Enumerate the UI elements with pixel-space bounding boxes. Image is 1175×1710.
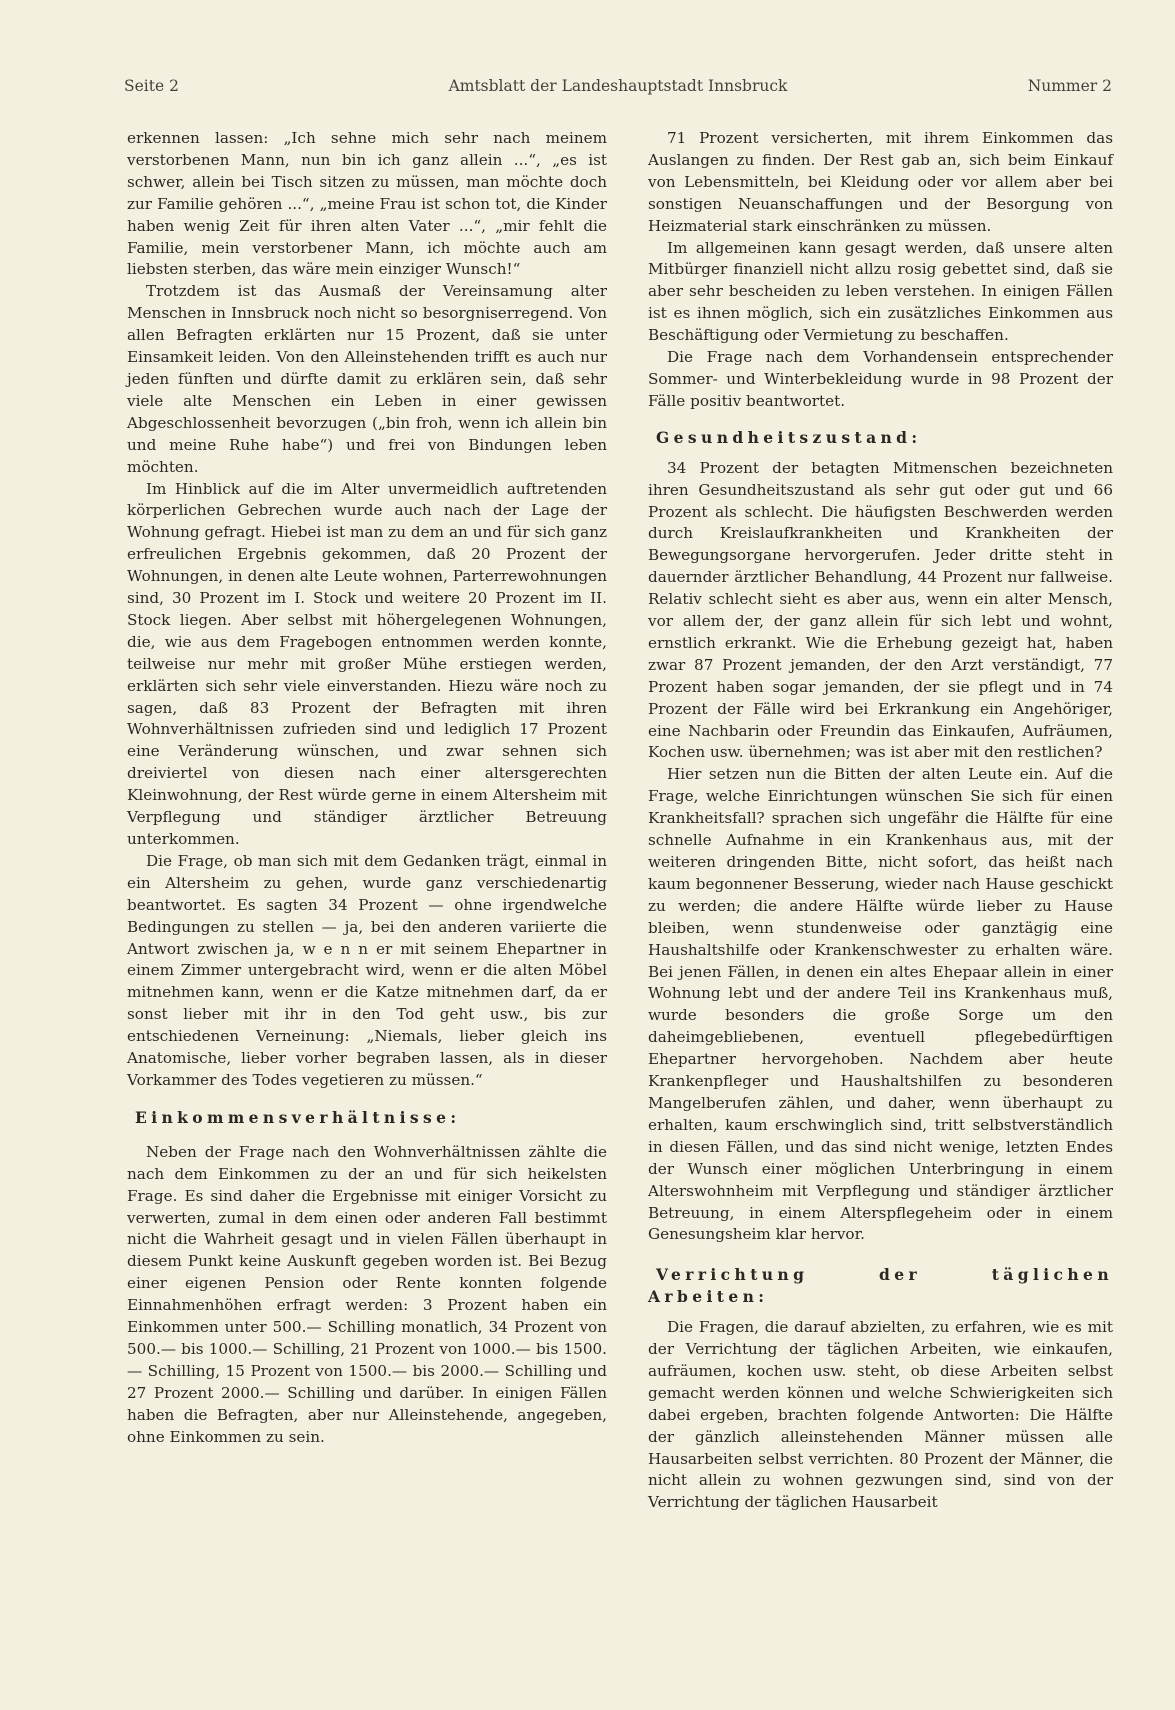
paragraph: Trotzdem ist das Ausmaß der Vereinsamung alter Menschen in Innsbruck noch nicht so besorgniserregend. Von allen Befragten erklärten nur 15 Prozent, daß sie unter Einsamkeit leiden. Von den Alleinstehenden trifft es auch nur jeden fünften und dürfte damit zu erklären sein, daß sehr viele alte Menschen ein Leben in einer gewissen Abgeschlossenheit bevorzugen („bin froh, wenn ich allein bin und meine Ruhe habe“) und frei von Bindungen leben möchten. <box>127 282 607 476</box>
paragraph: Die Fragen, die darauf abzielten, zu erfahren, wie es mit der Verrichtung der täglichen Arbeiten, wie einkaufen, aufräumen, kochen usw. steht, ob diese Arbeiten selbst gemacht werden können und welche Schwierigkeiten sich dabei ergeben, brachten folgende Antworten: Die Hälfte der gänzlich alleinstehenden Männer müssen alle Hausarbeiten selbst verrichten. 80 Prozent der Männer, die nicht allein zu wohnen gezwungen sind, sind von der Verrichtung der täglichen Hausarbeit <box>648 1318 1113 1512</box>
paragraph: Im Hinblick auf die im Alter unvermeidlich auftretenden körperlichen Gebrechen wurde auch nach der Lage der Wohnung gefragt. Hiebei ist man zu dem an und für sich ganz erfreulichen Ergebnis gekommen, daß 20 Prozent der Wohnungen, in denen alte Leute wohnen, Parterrewohnungen sind, 30 Prozent im I. Stock und weitere 20 Prozent im II. Stock liegen. Aber selbst mit höhergelegenen Wohnungen, die, wie aus dem Fragebogen entnommen werden konnte, teilweise nur mehr mit großer Mühe erstiegen werden, erklärten sich sehr viele einverstanden. Hiezu wäre noch zu sagen, daß 83 Prozent der Befragten mit ihren Wohnverhältnissen zufrieden sind und lediglich 17 Prozent eine Veränderung wünschen, und zwar sehnen sich dreiviertel von diesen nach einer altersgerechten Kleinwohnung, der Rest würde gerne in einem Altersheim mit Verpflegung und ständiger ärztlicher Betreuung unterkommen. <box>127 479 607 848</box>
paragraph: Neben der Frage nach den Wohnverhältnissen zählte die nach dem Einkommen zu der an und für sich heikelsten Frage. Es sind daher die Ergebnisse mit einiger Vorsicht zu verwerten, zumal in dem einen oder anderen Fall bestimmt nicht die Wahrheit gesagt und in vielen Fällen überhaupt in diesem Punkt keine Auskunft gegeben worden ist. Bei Bezug einer eigenen Pension oder Rente konnten folgende Einnahmenhöhen erfragt werden: 3 Prozent haben ein Einkommen unter 500.— Schilling monatlich, 34 Prozent von 500.— bis 1000.— Schilling, 21 Prozent von 1000.— bis 1500.— Schilling, 15 Prozent von 1500.— bis 2000.— Schilling und 27 Prozent 2000.— Schilling und darüber. In einigen Fällen haben die Befragten, aber nur Alleinstehende, angegeben, ohne Einkommen zu sein. <box>127 1142 607 1446</box>
paragraph: Die Frage, ob man sich mit dem Gedanken trägt, einmal in ein Altersheim zu gehen, wurde ganz verschiedenartig beantwortet. Es sagten 34 Prozent — ohne irgendwelche Bedingungen zu stellen — ja, bei den anderen variierte die Antwort zwischen ja, w e n n er mit seinem Ehepartner in einem Zimmer untergebracht wird, wenn er die alten Möbel mitnehmen kann, wenn er die Katze mitnehmen darf, da er sonst lieber mit ihr in den Tod geht usw., bis zur entschiedenen Verneinung: „Niemals, lieber gleich ins Anatomische, lieber vorher begraben lassen, als in dieser Vorkammer des Todes vegetieren zu müssen.“ <box>127 851 607 1089</box>
issue-number: Nummer 2 <box>1027 77 1112 95</box>
publication-title: Amtsblatt der Landeshauptstadt Innsbruck <box>448 77 788 95</box>
left-column <box>127 128 607 1448</box>
paragraph: Die Frage nach dem Vorhandensein entsprechender Sommer- und Winterbekleidung wurde in 98 Prozent der Fälle positiv beantwortet. <box>648 348 1113 410</box>
section-heading-health: Gesundheitszustand: <box>656 427 922 447</box>
paragraph: Im allgemeinen kann gesagt werden, daß unsere alten Mitbürger finanziell nicht allzu rosig gebettet sind, daß sie aber sehr bescheiden zu leben verstehen. In einigen Fällen ist es ihnen möglich, sich ein zusätzliches Einkommen aus Beschäftigung oder Vermietung zu beschaffen. <box>648 238 1113 345</box>
page-header <box>124 77 1112 101</box>
page-number: Seite 2 <box>124 77 179 95</box>
paragraph: 71 Prozent versicherten, mit ihrem Einkommen das Auslangen zu finden. Der Rest gab an, sich beim Einkauf von Lebensmitteln, bei Kleidung oder vor allem aber bei sonstigen Neuanschaffungen und der Besorgung von Heizmaterial stark einschränken zu müssen. <box>648 129 1113 235</box>
paragraph: 34 Prozent der betagten Mitmenschen bezeichneten ihren Gesundheitszustand als sehr gut oder gut und 66 Prozent als schlecht. Die häufigsten Beschwerden werden durch Kreislaufkrankheiten und Krankheiten der Bewegungsorgane hervorgerufen. Jeder dritte steht in dauernder ärztlicher Behandlung, 44 Prozent nur fallweise. Relativ schlecht sieht es aber aus, wenn ein alter Mensch, vor allem der, der ganz allein für sich lebt und wohnt, ernstlich erkrankt. Wie die Erhebung gezeigt hat, haben zwar 87 Prozent jemanden, der den Arzt verständigt, 77 Prozent haben sogar jemanden, der sie pflegt und in 74 Prozent der Fälle wird bei Erkrankung ein Angehöriger, eine Nachbarin oder Freundin das Einkaufen, Aufräumen, Kochen usw. übernehmen; was ist aber mit den restlichen? <box>648 458 1113 762</box>
section-heading-daily-work: Verrichtung der täglichen Arbeiten: <box>648 1265 1113 1307</box>
right-column <box>648 128 1113 1514</box>
paragraph: erkennen lassen: „Ich sehne mich sehr nach meinem verstorbenen Mann, nun bin ich ganz allein ...“, „es ist schwer, allein bei Tisch sitzen zu müssen, man möchte doch zur Familie gehören ...“, „meine Frau ist schon tot, die Kinder haben wenig Zeit für ihren alten Vater ...“, „mir fehlt die Familie, mein verstorbener Mann, ich möchte auch am liebsten sterben, das wäre mein einziger Wunsch!“ <box>127 129 607 279</box>
section-heading-income: Einkommensverhältnisse: <box>135 1107 461 1127</box>
paragraph: Hier setzen nun die Bitten der alten Leute ein. Auf die Frage, welche Einrichtungen wünschen Sie sich für einen Krankheitsfall? sprachen sich ungefähr die Hälfte für eine schnelle Aufnahme in ein Krankenhaus aus, mit der weiteren dringenden Bitte, nicht sofort, das heißt nach kaum begonnener Besserung, wieder nach Hause geschickt zu werden; die andere Hälfte würde lieber zu Hause bleiben, wenn stundenweise oder ganztägig eine Haushaltshilfe oder Krankenschwester zu erhalten wäre. Bei jenen Fällen, in denen ein altes Ehepaar allein in einer Wohnung lebt und der andere Teil ins Krankenhaus muß, wurde besonders die große Sorge um den daheimgebliebenen, eventuell pflegebedürftigen Ehepartner hervorgehoben. Nachdem aber heute Krankenpfleger und Haushaltshilfen zu besonderen Mangelberufen zählen, und daher, wenn überhaupt zu erhalten, kaum erschwinglich sind, tritt selbstverständlich in diesen Fällen, und das sind nicht wenige, letzten Endes der Wunsch einer möglichen Unterbringung in einem Alterswohnheim mit Verpflegung und ständiger ärztlicher Betreuung, in einem Alterspflegeheim oder in einem Genesungsheim klar hervor. <box>648 765 1113 1244</box>
